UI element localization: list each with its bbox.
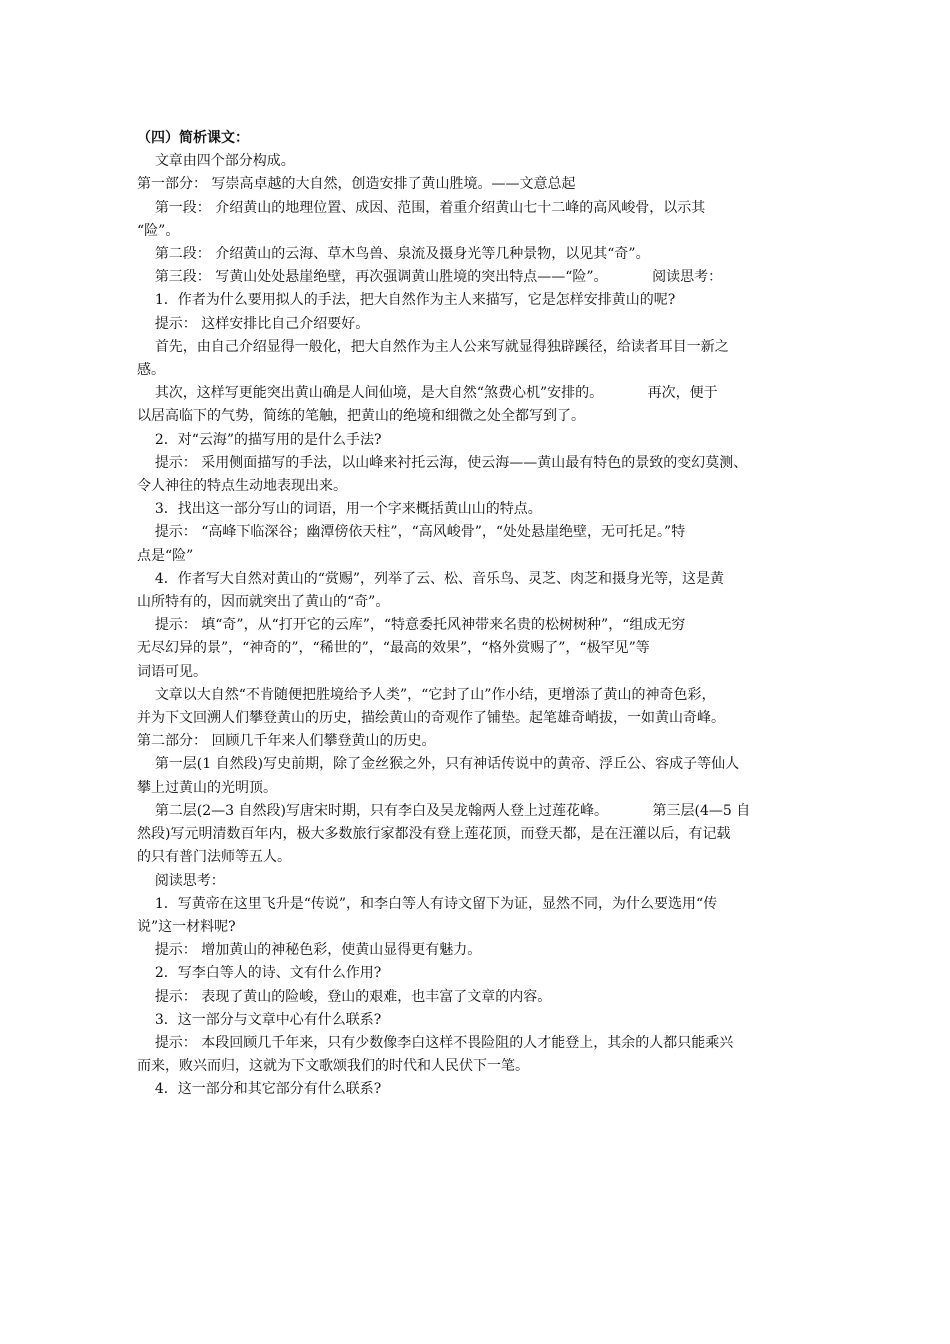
text-line: 1．作者为什么要用拟人的手法，把大自然作为主人来描写，它是怎样安排黄山的呢? [137, 292, 676, 309]
text-line: 感。 [137, 362, 165, 379]
text-line: 的只有普门法师等五人。 [137, 849, 291, 866]
text-line: 提示： 填“奇”，从“打开它的云库”，“特意委托风神带来名贵的松树树种”，“组成无穷 [137, 617, 686, 634]
text-line: 提示： 增加黄山的神秘色彩，使黄山显得更有魅力。 [137, 942, 482, 959]
text-line: “险”。 [137, 222, 180, 239]
text-line: 第一部分： 写崇高卓越的大自然，创造安排了黄山胜境。——文意总起 [137, 176, 576, 193]
text-line: 阅读思考： [137, 872, 225, 889]
text-line: 1．写黄帝在这里飞升是“传说”，和李白等人有诗文留下为证，显然不同，为什么要选用“传 [137, 895, 718, 912]
document-page [137, 127, 823, 1102]
text-line: 提示： 这样安排比自己介绍要好。 [137, 315, 370, 332]
text-line: 文章以大自然“不肯随便把胜境给予人类”，“它封了山”作小结，更增添了黄山的神奇色彩， [137, 686, 716, 703]
text-line: 2．对“云海”的描写用的是什么手法? [137, 431, 382, 448]
text-line: 攀上过黄山的光明顶。 [137, 779, 277, 796]
text-line: 第一段： 介绍黄山的地理位置、成因、范围，着重介绍黄山七十二峰的高风峻骨，以示其 [137, 199, 706, 216]
text-line: 无尽幻异的景”，“神奇的”，“稀世的”，“最高的效果”，“格外赏赐了”，“极罕见”等 [137, 640, 650, 657]
text-line: 第二部分： 回顾几千年来人们攀登黄山的历史。 [137, 733, 436, 750]
text-line: 然段)写元明清数百年内，极大多数旅行家都没有登上莲花顶，而登天都，是在汪灌以后，有记载 [137, 826, 731, 843]
text-line: 第三段： 写黄山处处悬崖绝壁，再次强调黄山胜境的突出特点——“险”。 阅读思考： [137, 269, 723, 286]
text-line: 提示： 采用侧面描写的手法，以山峰来衬托云海，使云海——黄山最有特色的景致的变幻莫测、 [137, 454, 748, 471]
text-line: 2．写李白等人的诗、文有什么作用? [137, 965, 382, 982]
text-line: 首先，由自己介绍显得一般化，把大自然作为主人公来写就显得独辟蹊径，给读者耳目一新之 [137, 338, 729, 355]
text-line: 第一层(1 自然段)写史前期，除了金丝猴之外，只有神话传说中的黄帝、浮丘公、容成子等仙人 [137, 756, 740, 773]
text-line: 4．作者写大自然对黄山的“赏赐”，列举了云、松、音乐鸟、灵芝、肉芝和摄身光等，这是黄 [137, 570, 725, 587]
text-line: 文章由四个部分构成。 [137, 153, 295, 170]
text-line: 点是“险” [137, 547, 194, 564]
text-line: 3．这一部分与文章中心有什么联系? [137, 1011, 382, 1028]
text-line: 提示： “高峰下临深谷；幽潭傍依天柱”，“高风峻骨”，“处处悬崖绝壁，无可托足。”特 [137, 524, 686, 541]
section-heading: （四）简析课文： [137, 130, 249, 146]
text-line: 而来，败兴而归，这就为下文歌颂我们的时代和人民伏下一笔。 [137, 1058, 529, 1075]
text-line: 提示： 本段回顾几千年来，只有少数像李白这样不畏险阻的人才能登上，其余的人都只能乘兴 [137, 1034, 734, 1051]
text-line: 4．这一部分和其它部分有什么联系? [137, 1081, 382, 1098]
text-line: 词语可见。 [137, 663, 207, 680]
text-line: 山所特有的，因而就突出了黄山的“奇”。 [137, 594, 390, 611]
text-line: 提示： 表现了黄山的险峻，登山的艰难，也丰富了文章的内容。 [137, 988, 552, 1005]
text-line: 并为下文回溯人们攀登黄山的历史，描绘黄山的奇观作了铺垫。起笔雄奇峭拔，一如黄山奇峰。 [137, 710, 725, 727]
text-line: 说”这一材料呢? [137, 918, 236, 935]
text-line: 第二段： 介绍黄山的云海、草木鸟兽、泉流及摄身光等几种景物，以见其“奇”。 [137, 246, 650, 263]
text-line: 令人神往的特点生动地表现出来。 [137, 478, 347, 495]
text-line: 以居高临下的气势，简练的笔触，把黄山的绝境和细微之处全都写到了。 [137, 408, 585, 425]
text-line: 第二层(2—3 自然段)写唐宋时期，只有李白及吴龙翰两人登上过莲花峰。 第三层(4—5 自 [137, 802, 751, 819]
text-line: 3．找出这一部分写山的词语，用一个字来概括黄山山的特点。 [137, 501, 542, 518]
text-line: 其次，这样写更能突出黄山确是人间仙境，是大自然“煞费心机”安排的。 再次，便于 [137, 385, 718, 402]
